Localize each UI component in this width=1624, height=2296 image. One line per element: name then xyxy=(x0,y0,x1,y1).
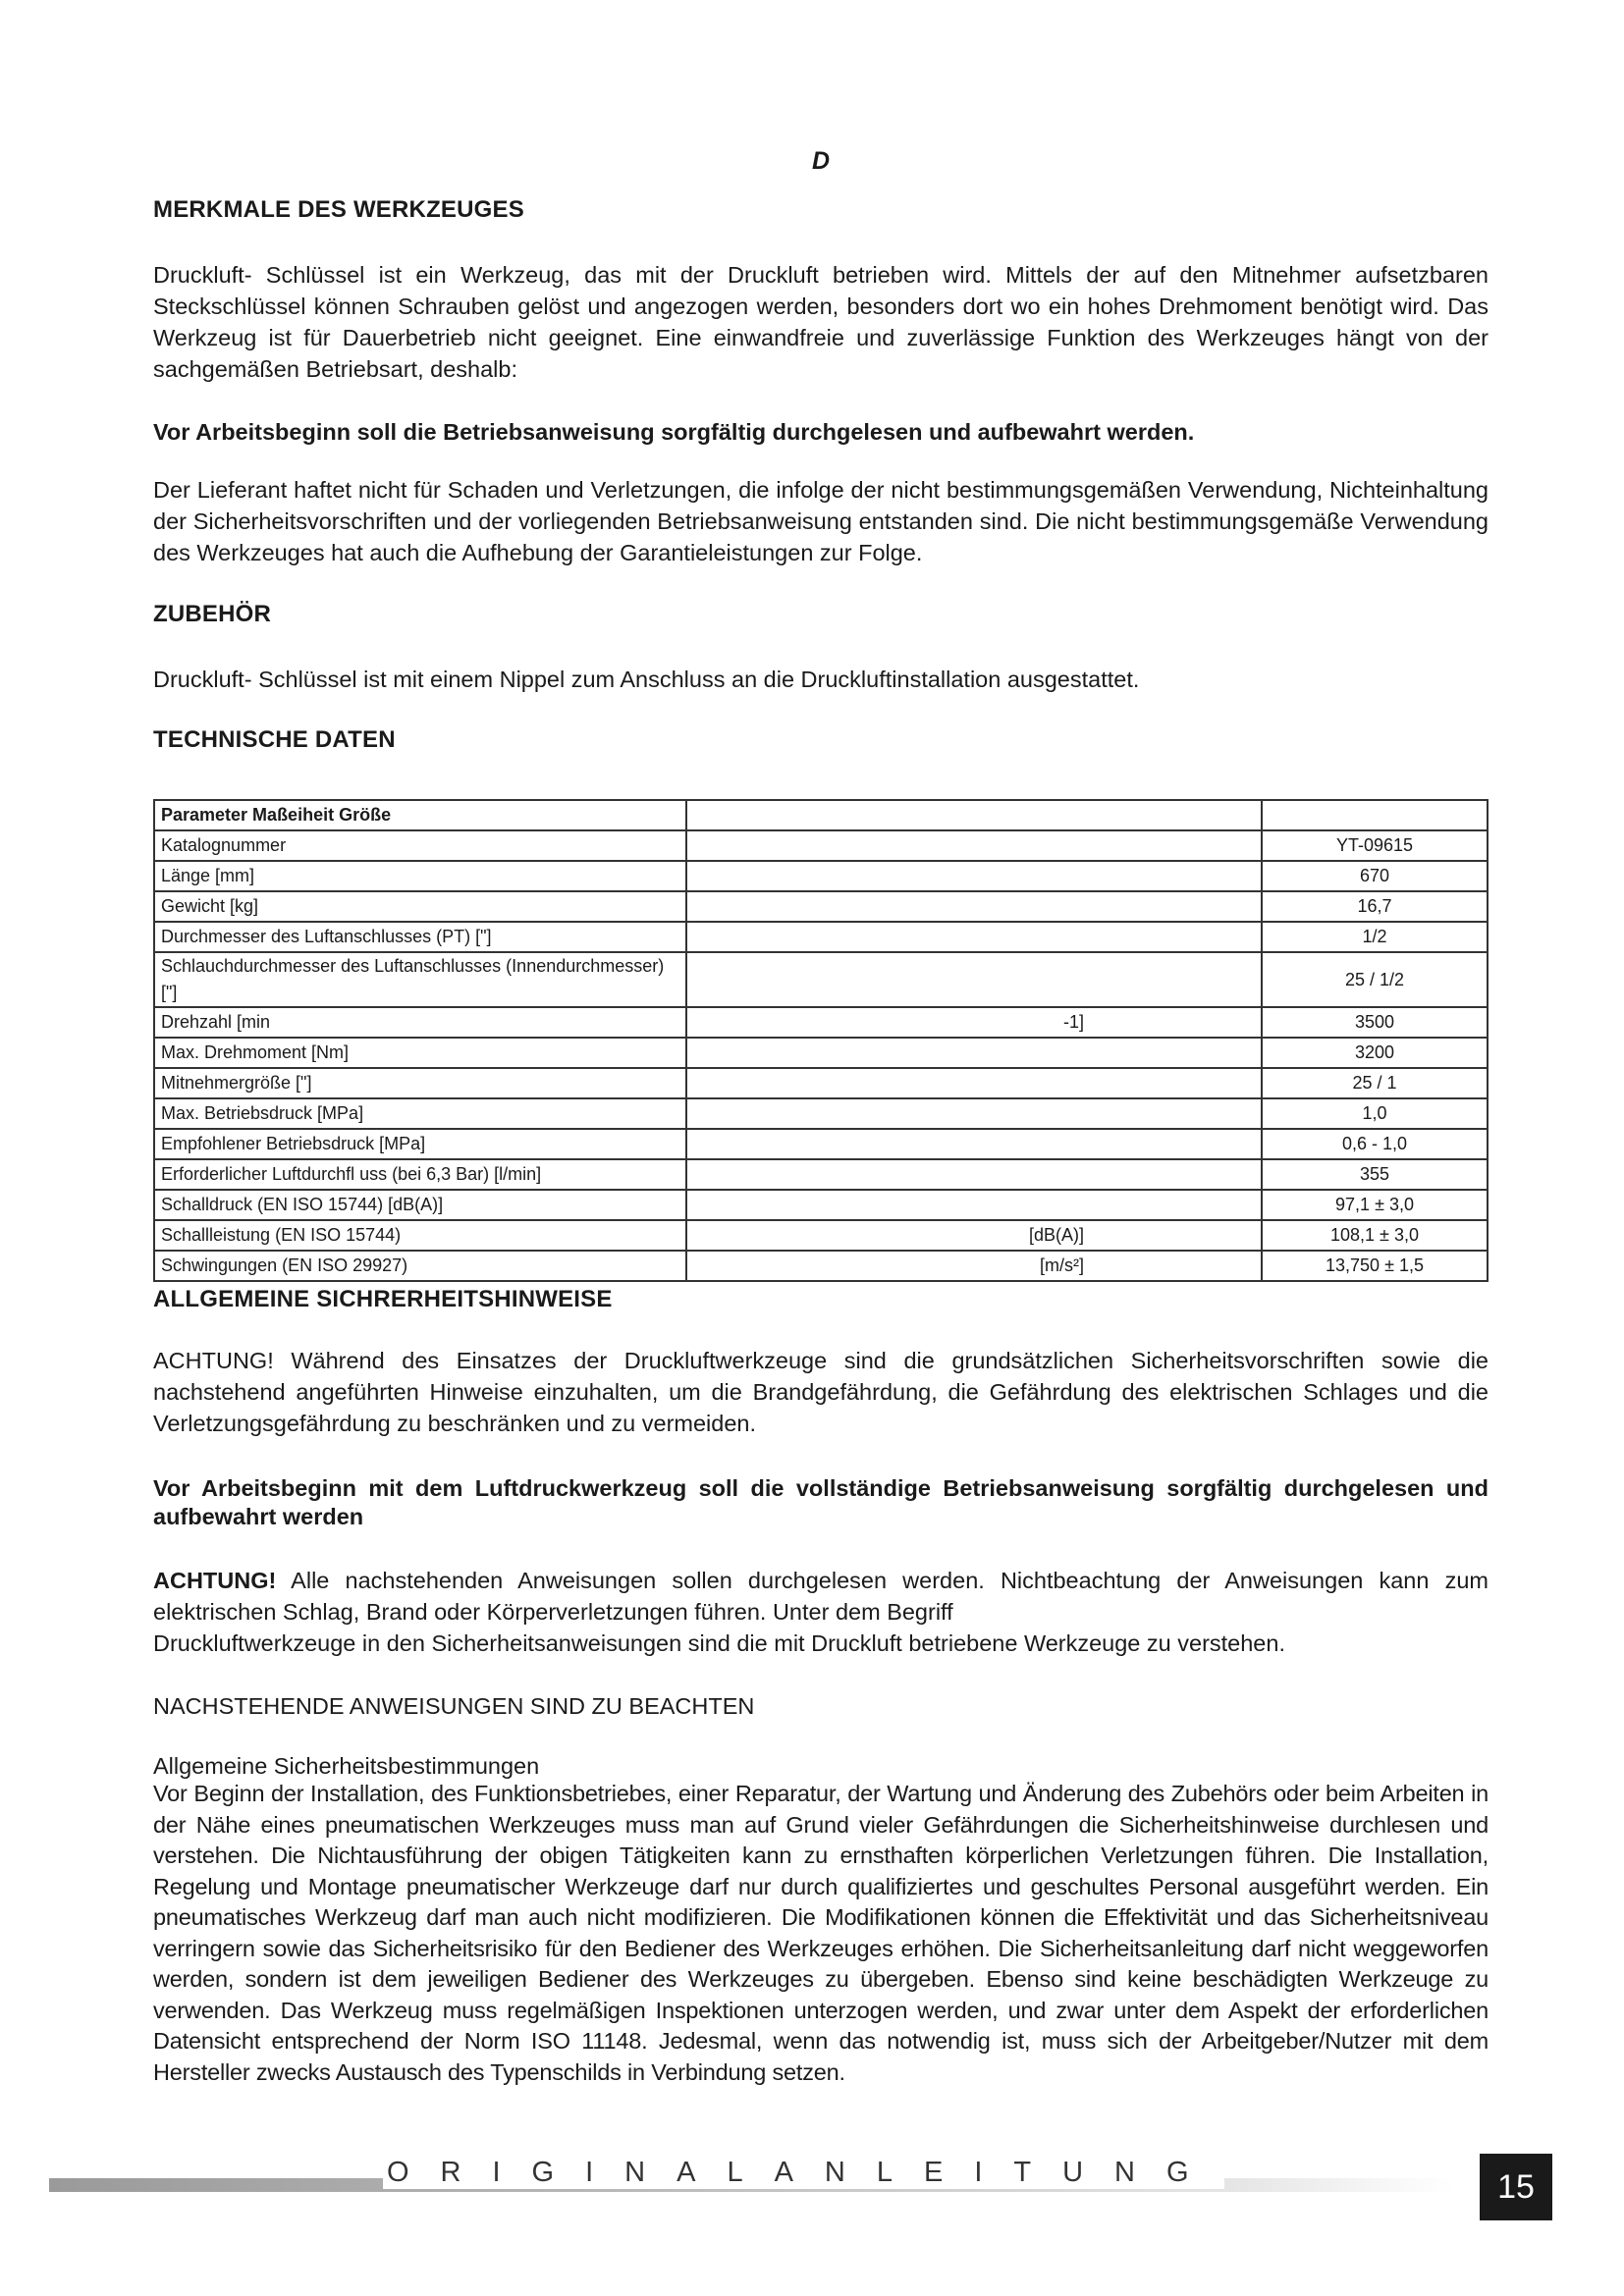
heading-sicherheitshinweise: ALLGEMEINE SICHRERHEITSHINWEISE xyxy=(153,1286,613,1312)
table-cell: 3500 xyxy=(1262,1007,1488,1038)
table-cell: [dB(A)] xyxy=(686,1220,1262,1251)
general-safety-title: Allgemeine Sicherheitsbestimmungen xyxy=(153,1753,540,1779)
table-cell xyxy=(686,1159,1262,1190)
table-row xyxy=(154,1190,1488,1220)
table-cell: 355 xyxy=(1262,1159,1488,1190)
table-cell: Schalldruck (EN ISO 15744) [dB(A)] xyxy=(154,1190,686,1220)
table-row xyxy=(154,1251,1488,1281)
table-cell: 3200 xyxy=(1262,1038,1488,1068)
table-header-row xyxy=(154,800,1488,830)
table-cell xyxy=(686,1129,1262,1159)
table-cell: Katalognummer xyxy=(154,830,686,861)
heading-zubehoer: ZUBEHÖR xyxy=(153,601,272,627)
notice-luftdruckwerkzeug: Vor Arbeitsbeginn mit dem Luftdruckwerkzeug soll die vollständige Betriebsanweisung sorgfältig durchgelesen und aufbewahrt werden xyxy=(153,1475,1489,1529)
table-row xyxy=(154,830,1488,861)
table-cell xyxy=(686,1068,1262,1098)
table-cell: 16,7 xyxy=(1262,891,1488,922)
table-cell xyxy=(686,1190,1262,1220)
table-cell: Mitnehmergröße ["] xyxy=(154,1068,686,1098)
heading-technische-daten: TECHNISCHE DATEN xyxy=(153,726,396,753)
table-cell xyxy=(686,861,1262,891)
table-row xyxy=(154,1068,1488,1098)
table-cell: [m/s²] xyxy=(686,1251,1262,1281)
table-cell: 97,1 ± 3,0 xyxy=(1262,1190,1488,1220)
heading-merkmale: MERKMALE DES WERKZEUGES xyxy=(153,196,524,223)
table-row xyxy=(154,1098,1488,1129)
table-row xyxy=(154,1159,1488,1190)
table-cell: Max. Drehmoment [Nm] xyxy=(154,1038,686,1068)
page-number: 15 xyxy=(1480,2154,1552,2220)
table-row xyxy=(154,891,1488,922)
language-marker: D xyxy=(811,147,831,175)
table-row xyxy=(154,1220,1488,1251)
table-row xyxy=(154,1007,1488,1038)
table-cell: Erforderlicher Luftdurchfl uss (bei 6,3 Bar) [l/min] xyxy=(154,1159,686,1190)
notice-betriebsanweisung: Vor Arbeitsbeginn soll die Betriebsanweisung sorgfältig durchgelesen und aufbewahrt werden. xyxy=(153,419,1195,445)
table-cell: Durchmesser des Luftanschlusses (PT) ["] xyxy=(154,922,686,952)
table-cell: YT-09615 xyxy=(1262,830,1488,861)
table-row xyxy=(154,1129,1488,1159)
paragraph-achtung-1: ACHTUNG! Während des Einsatzes der Druckluftwerkzeuge sind die grundsätzlichen Sicherheitsvorschriften sowie die nachstehend angeführten Hinweise einzuhalten, um die Brandgefährdung, die Gefährdung des elektrischen Schlages und die Verletzungsgefährdung zu beschränken und zu vermeiden. xyxy=(153,1348,1489,1436)
table-cell: Drehzahl [min xyxy=(154,1007,686,1038)
table-cell: Parameter Maßeiheit Größe xyxy=(154,800,686,830)
table-cell xyxy=(686,1038,1262,1068)
table-cell: Max. Betriebsdruck [MPa] xyxy=(154,1098,686,1129)
table-cell: 1,0 xyxy=(1262,1098,1488,1129)
table-cell xyxy=(1262,800,1488,830)
achtung-text: Alle nachstehenden Anweisungen sollen durchgelesen werden. Nichtbeachtung der Anweisungen kann zum elektrischen Schlag, Brand oder Körperverletzungen führen. Unter dem Begriff xyxy=(153,1568,1489,1625)
technical-data-table xyxy=(153,799,1489,1282)
table-row xyxy=(154,861,1488,891)
paragraph-achtung-2 xyxy=(153,1565,1489,1628)
table-row xyxy=(154,922,1488,952)
table-cell: 670 xyxy=(1262,861,1488,891)
general-safety-text: Vor Beginn der Installation, des Funktionsbetriebes, einer Reparatur, der Wartung und Änderung des Zubehörs oder beim Arbeiten in der Nähe eines pneumatischen Werkzeuges muss man auf Grund vieler Gefährdungen die Sicherheitshinweise durchlesen und verstehen. Die Nichtausführung der obigen Tätigkeiten kann zu ernsthaften körperlichen Verletzungen führen. Die Installation, Regelung und Montage pneumatischer Werkzeuge darf nur durch qualifiziertes und geschultes Personal ausgeführt werden. Ein pneumatisches Werkzeug darf man auch nicht modifizieren. Die Modifikationen können die Effektivität und das Sicherheitsniveau verringern sowie das Sicherheitsrisiko für den Bediener des Werkzeuges erhöhen. Die Sicherheitsanleitung darf nicht weggeworfen werden, sondern ist dem jeweiligen Bediener des Werkzeuges zu übergeben. Ebenso sind keine beschädigten Werkzeuge zu verwenden. Das Werkzeug muss regelmäßigen Inspektionen unterzogen werden, und zwar unter dem Aspekt der erforderlichen Datensicht entsprechend der Norm ISO 11148. Jedesmal, wenn das notwendig ist, muss sich der Arbeitgeber/Nutzer mit dem Hersteller zwecks Austausch des Typenschilds in Verbindung setzen. xyxy=(153,1781,1489,2085)
table-row xyxy=(154,952,1488,1007)
table-cell: 0,6 - 1,0 xyxy=(1262,1129,1488,1159)
table-cell: -1] xyxy=(686,1007,1262,1038)
table-cell: 13,750 ± 1,5 xyxy=(1262,1251,1488,1281)
table-cell: Schlauchdurchmesser des Luftanschlusses (Innendurchmesser) ["] xyxy=(154,952,686,1007)
paragraph-haftung: Der Lieferant haftet nicht für Schaden und Verletzungen, die infolge der nicht bestimmungsgemäßen Verwendung, Nichteinhaltung der Sicherheitsvorschriften und der vorliegenden Betriebsanweisung entstanden sind. Die nicht bestimmungsgemäße Verwendung des Werkzeuges hat auch die Aufhebung der Garantieleistungen zur Folge. xyxy=(153,477,1489,565)
table-cell: 25 / 1 xyxy=(1262,1068,1488,1098)
table-cell: 108,1 ± 3,0 xyxy=(1262,1220,1488,1251)
subheading-anweisungen: NACHSTEHENDE ANWEISUNGEN SIND ZU BEACHTEN xyxy=(153,1693,755,1719)
achtung-label: ACHTUNG! xyxy=(153,1568,277,1593)
table-cell xyxy=(686,891,1262,922)
table-row xyxy=(154,1038,1488,1068)
paragraph-zubehoer: Druckluft- Schlüssel ist mit einem Nippel zum Anschluss an die Druckluftinstallation ausgestattet. xyxy=(153,667,1140,692)
table-cell: Länge [mm] xyxy=(154,861,686,891)
table-cell xyxy=(686,830,1262,861)
table-cell: 1/2 xyxy=(1262,922,1488,952)
table-cell xyxy=(686,800,1262,830)
paragraph-druckluftwerkzeuge: Druckluftwerkzeuge in den Sicherheitsanweisungen sind die mit Druckluft betriebene Werkzeuge zu verstehen. xyxy=(153,1630,1285,1656)
table-cell: Gewicht [kg] xyxy=(154,891,686,922)
footer-label: ORIGINALANLEITUNG xyxy=(383,2156,1224,2189)
table-cell: Schwingungen (EN ISO 29927) xyxy=(154,1251,686,1281)
table-cell: Schallleistung (EN ISO 15744) xyxy=(154,1220,686,1251)
table-cell: 25 / 1/2 xyxy=(1262,952,1488,1007)
table-cell xyxy=(686,922,1262,952)
table-cell xyxy=(686,952,1262,1007)
table-cell xyxy=(686,1098,1262,1129)
paragraph-merkmale: Druckluft- Schlüssel ist ein Werkzeug, das mit der Druckluft betrieben wird. Mittels der auf den Mitnehmer aufsetzbaren Steckschlüssel können Schrauben gelöst und angezogen werden, besonders dort wo ein hohes Drehmoment benötigt wird. Das Werkzeug ist für Dauerbetrieb nicht geeignet. Eine einwandfreie und zuverlässige Funktion des Werkzeuges hängt von der sachgemäßen Betriebsart, deshalb: xyxy=(153,262,1489,382)
table-cell: Empfohlener Betriebsdruck [MPa] xyxy=(154,1129,686,1159)
